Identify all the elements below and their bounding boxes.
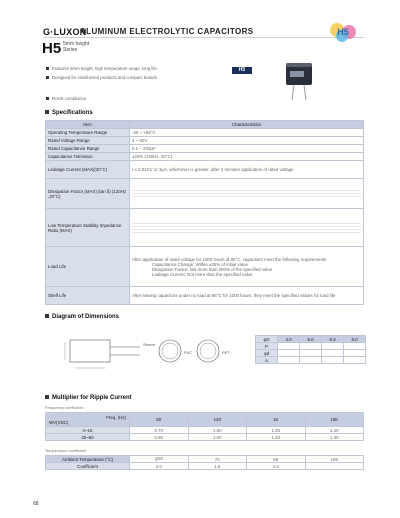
table-row: 25~50 0.80 1.00 1.20 1.30: [46, 434, 364, 441]
feature-item: Features 5mm height, high temperature range, long life: [46, 66, 157, 71]
series-subtitle: [63, 41, 89, 53]
table-row: φd: [256, 350, 366, 357]
table-row: Operating Temperature Range -40 ~ +85°C: [46, 129, 364, 137]
capacitor-image: [282, 61, 318, 101]
temperature-coefficient-table: [45, 455, 364, 470]
bullet-icon: [46, 67, 49, 70]
svg-text:H5: H5: [337, 27, 349, 37]
h5-mascot-logo: [327, 21, 359, 43]
table-row: P: [256, 343, 366, 350]
series-code: H5: [42, 40, 62, 57]
column-header: Characteristics: [130, 121, 364, 129]
feature-item: RoHS compliance: [46, 96, 86, 101]
dimensions-table: [255, 335, 366, 364]
temperature-coefficient-caption: Temperature coefficient: [45, 448, 87, 453]
table-row: Shelf Life After leaving capacitors under no load at 85°C for 1000 hours, they meet the specified values for load life: [46, 287, 364, 305]
square-bullet-icon: [45, 110, 49, 114]
feature-item: Designed for small-sized products and compact boards: [46, 75, 157, 80]
frequency-coefficient-caption: Frequency coefficient: [45, 405, 83, 410]
section-heading-specifications: Specifications: [45, 110, 93, 116]
table-row: Capacitance Tolerance ±20% (120Hz, 20°C): [46, 153, 364, 161]
page-number: 68: [33, 501, 39, 507]
square-bullet-icon: [45, 314, 49, 318]
bullet-icon: [46, 76, 49, 79]
frequency-coefficient-table: [45, 412, 364, 441]
table-header-row: Ambient Temperature (°C) ≦50 70 85 105: [46, 456, 364, 463]
table-header-row: Freq. (Hz) WV(VDC) 50 120 1K 10K: [46, 413, 364, 427]
table-header-row: [46, 121, 364, 129]
table-row: Rated Capacitance Range 0.1 ~ 220μF: [46, 145, 364, 153]
table-row: a: [256, 357, 366, 364]
series-height: 5mm height: [63, 41, 90, 47]
header-divider: [43, 37, 364, 38]
table-row: Leakage Current (MAX)(20°C) I ≤ 0.01CV or 3μA, whichever is greater, after 2 minutes application of rated voltage: [46, 161, 364, 179]
diagram-label-pvc: PVC: [184, 350, 193, 355]
diagram-label-sleeve: Sleeve: [143, 342, 156, 347]
table-row: Coefficient 2.0 1.8 1.0: [46, 463, 364, 470]
dimension-diagram: [45, 330, 245, 380]
freq-header-cell: Freq. (Hz) WV(VDC): [46, 413, 130, 427]
load-life-values: After application of rated voltage for 1000 hours at 85°C, capacitors meet the following requirements Capacitance Change: Within ±20% of initial value Dissipation Factor: Not more than 200% of the specified value Leakage Current: Not more than the specified value: [130, 247, 364, 287]
table-row: Dissipation Factor (MAX) (tan δ) (120Hz ,20°C): [46, 179, 364, 209]
bullet-icon: [46, 97, 49, 100]
impedance-ratio-values: [130, 209, 364, 247]
table-row: Low Temperature Stability Impedance Ratio (MAX): [46, 209, 364, 247]
table-row: 4~16 0.70 1.00 1.30 1.40: [46, 427, 364, 434]
column-header: Item: [46, 121, 130, 129]
brand-logo: G·LUXON: [43, 27, 87, 37]
table-row: Rated Voltage Range 4 ~ 50V: [46, 137, 364, 145]
series-label: Series: [63, 47, 78, 53]
series-badge: H5: [232, 67, 252, 74]
square-bullet-icon: [45, 395, 49, 399]
specifications-table: [45, 120, 364, 305]
dissipation-factor-values: [130, 179, 364, 209]
diagram-label-pet: PET: [222, 350, 230, 355]
section-heading-diagram: Diagram of Dimensions: [45, 314, 119, 320]
section-heading-ripple: Multiplier for Ripple Current: [45, 395, 132, 401]
table-row: Load Life After application of rated voltage for 1000 hours at 85°C, capacitors meet the following requirements Capacitance Change: Within ±20% of initial value Dissipation Factor: Not more than 200% of the specified value Leakage Current: Not more than the specified value: [46, 247, 364, 287]
page-title: ALUMINUM ELECTROLYTIC CAPACITORS: [80, 27, 254, 36]
table-header-row: φD 4.0 5.0 6.3 8.0: [256, 336, 366, 343]
